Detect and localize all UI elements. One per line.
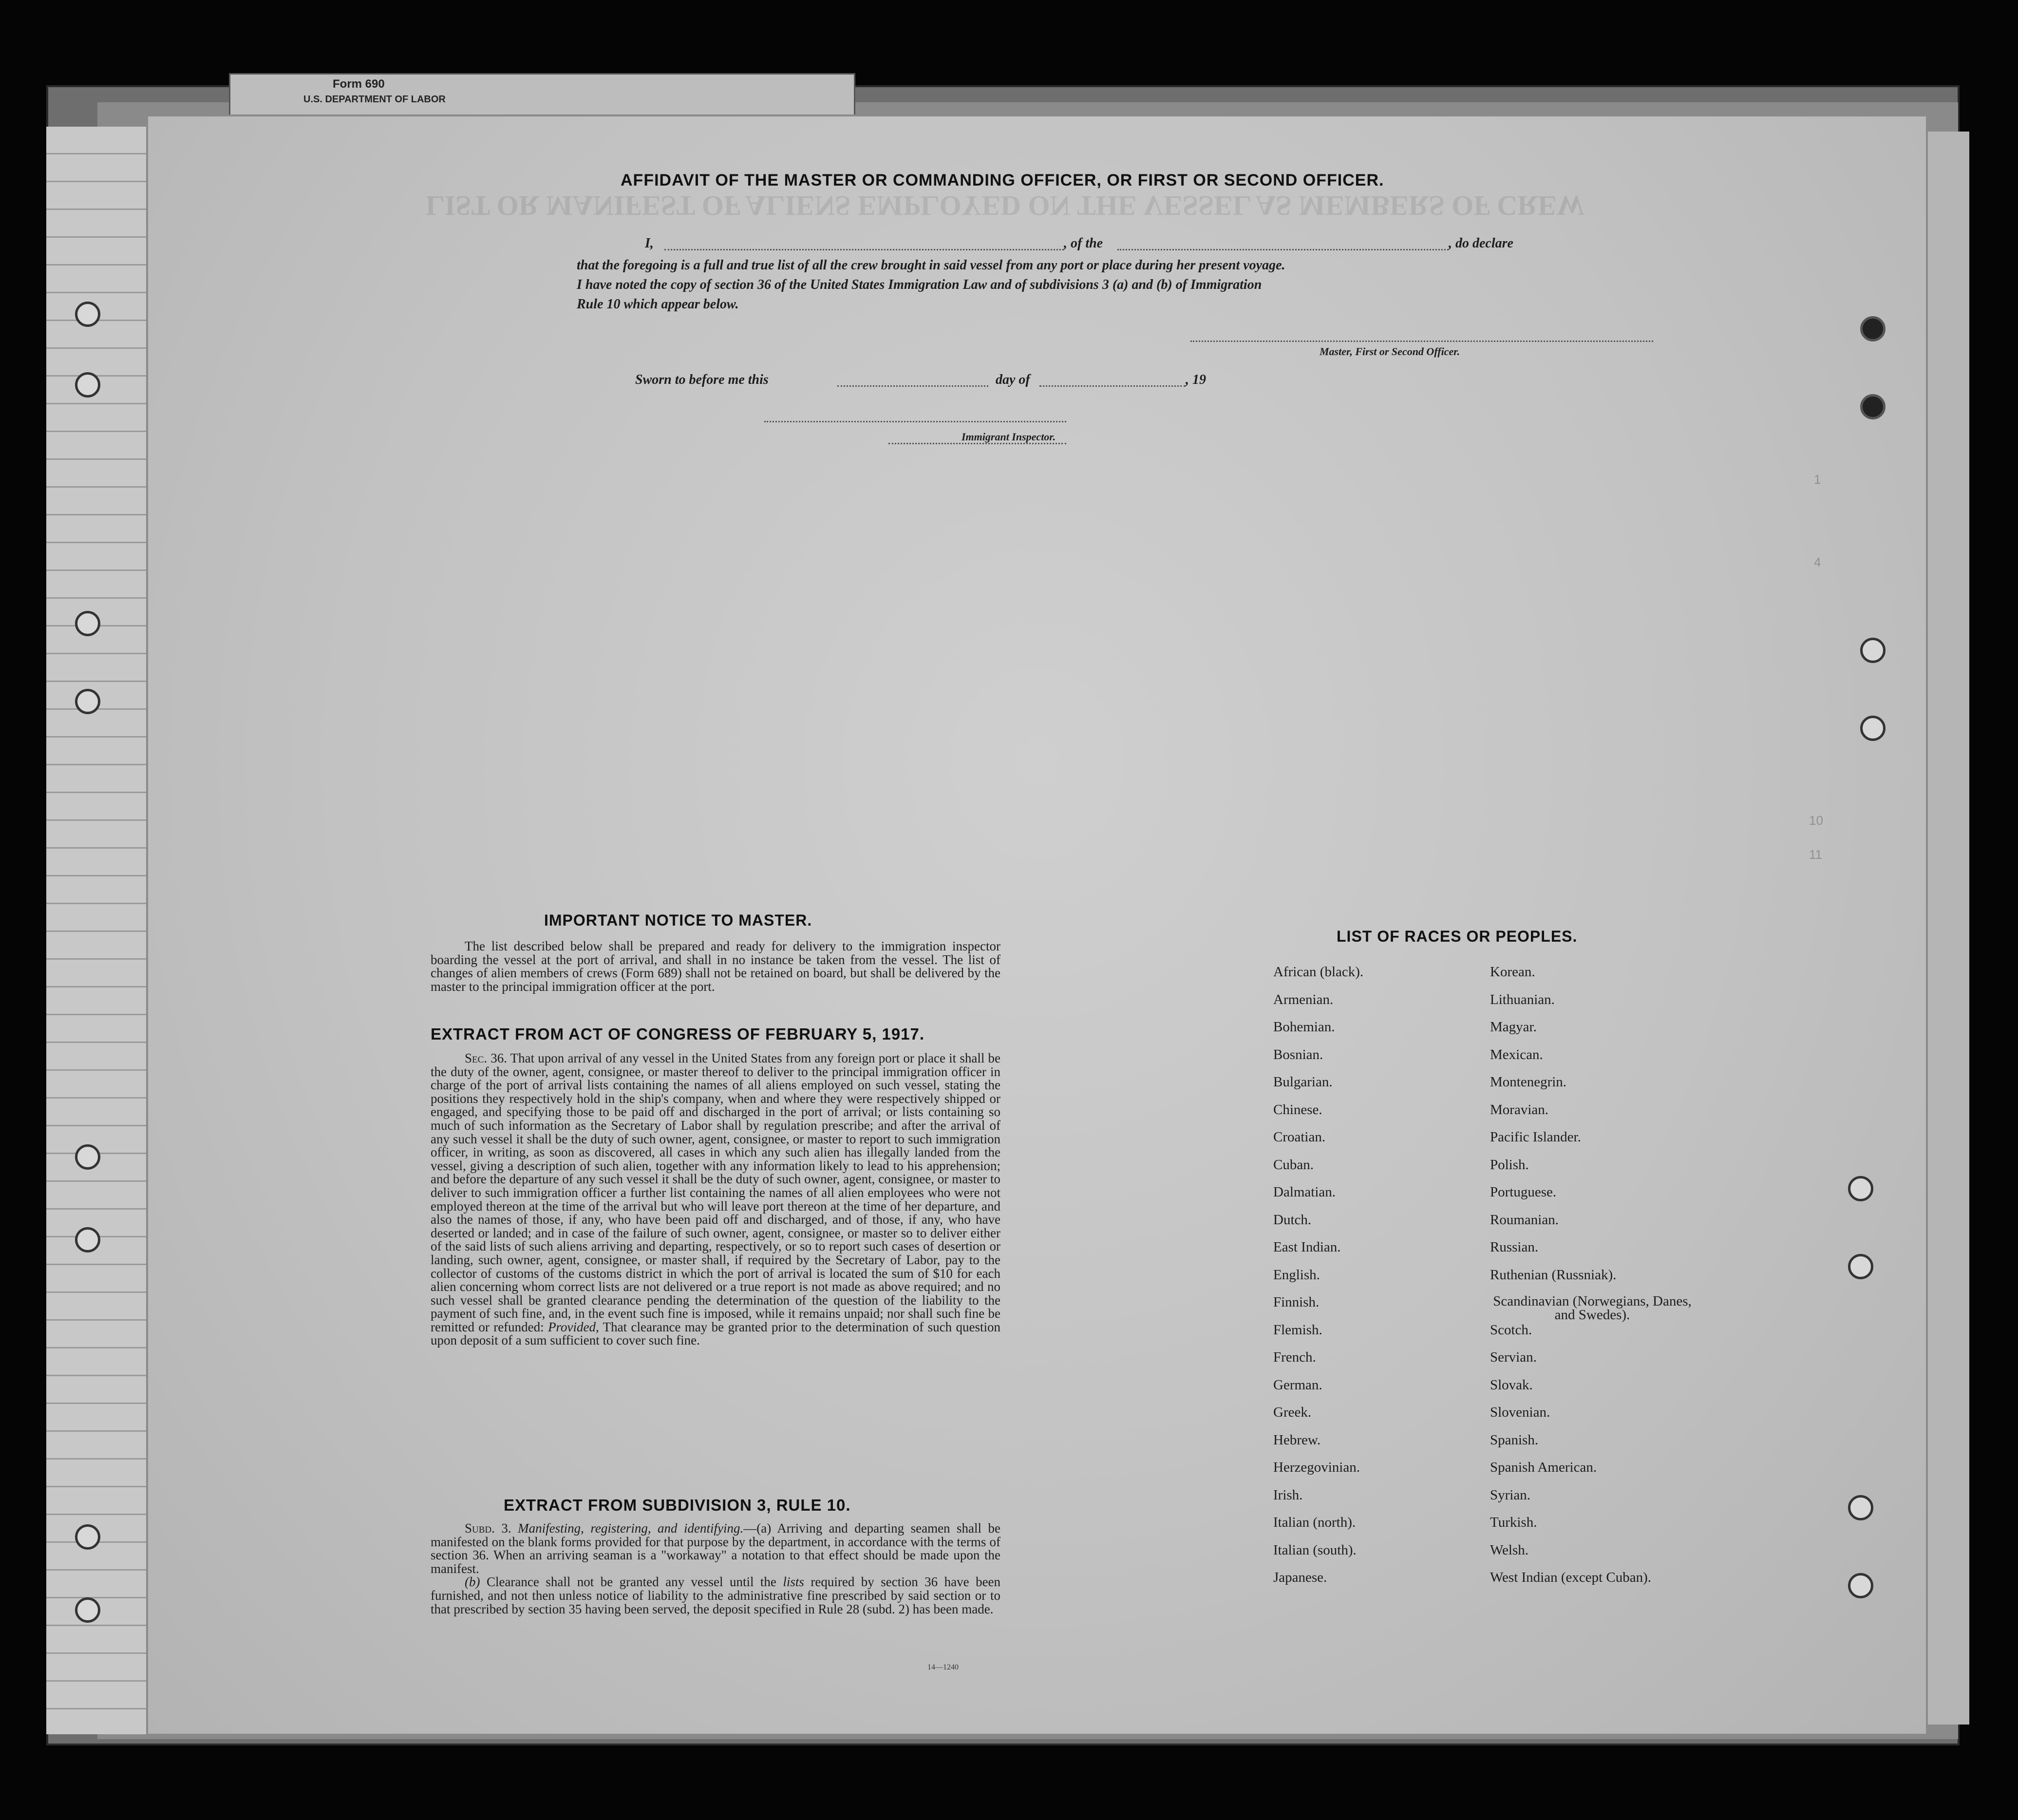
race-item: Japanese. [1273, 1570, 1327, 1585]
punch-hole [1860, 638, 1886, 663]
year-label: , 19 [1186, 372, 1206, 387]
race-item: Ruthenian (Russniak). [1490, 1267, 1617, 1283]
race-item: English. [1273, 1267, 1320, 1283]
punch-hole [1860, 394, 1886, 419]
race-item: Korean. [1490, 964, 1535, 980]
punch-hole [75, 1597, 100, 1623]
sworn-day-blank [837, 385, 988, 387]
sworn-label: Sworn to before me this [635, 372, 769, 387]
race-item: West Indian (except Cuban). [1490, 1570, 1652, 1585]
extract-act-text [431, 1052, 1000, 1347]
race-item: Servian. [1490, 1349, 1537, 1365]
race-item: Pacific Islander. [1490, 1129, 1581, 1145]
extract-rule-title: EXTRACT FROM SUBDIVISION 3, RULE 10. [504, 1496, 851, 1514]
affidavit-line-4: Rule 10 which appear below. [577, 297, 739, 312]
race-item: Hebrew. [1273, 1432, 1321, 1448]
race-item: Cuban. [1273, 1156, 1314, 1173]
affidavit-of-the: , of the [1064, 236, 1103, 251]
affidavit-line-2: that the foregoing is a full and true list of all the crew brought in said vessel from any port or place during her present voyage. [577, 258, 1285, 273]
punch-hole [75, 1227, 100, 1252]
paragraph-b-text-1: Clearance shall not be granted any vessel until the [486, 1574, 776, 1590]
paragraph-b-label: (b) [465, 1574, 480, 1590]
race-item: East Indian. [1273, 1239, 1341, 1255]
bleed-through-title: LIST OR MANIFEST OF ALIENS EMPLOYED ON THE VESSEL AS MEMBERS OF CREW [426, 190, 1585, 222]
race-item: Polish. [1490, 1156, 1529, 1173]
race-item: Slovenian. [1490, 1404, 1550, 1420]
inspector-blank [764, 421, 1066, 422]
affidavit-page: LIST OR MANIFEST OF ALIENS EMPLOYED ON THE VESSEL AS MEMBERS OF CREW AFFIDAVIT OF THE MASTER OR COMMANDING OFFICER, OR FIRST OR SECOND OFFICER. I, , of the , do declare that the foregoing is a full and true list of all the crew brought in said vessel from any port or place during her present voyage. I have noted the copy of section 36 of the United States Immigration Law and of subdivisions 3 (a) and (b) of Immigration Rule 10 which appear below. Master, First or Second Officer. Sworn to before me this day of , 19 Immigrant Inspector. IMPORTANT NOTICE TO MASTER. The list described below shall be prepared and ready for delivery to the immigration inspector boarding the vessel at the port of arrival, and shall in no instance be taken from the vessel. The list of changes of alien members of crews (Form 689) shall not be retained on board, but shall be delivered by the master to the principal immigration officer at the port. EXTRACT FROM ACT OF CONGRESS OF FEBRUARY 5, 1917. Sec. 36. That upon arrival of any vessel in the United States from any foreign port or place it shall be the duty of the owner, agent, consignee, or master thereof to deliver to the principal immigration officer in charge of the port of arrival lists containing the names of all aliens employed on such vessel, stating the positions they respectively hold in the ship's company, when and where they were respectively shipped or engaged, and specifying those to be paid off and discharged in the port of arrival; or lists containing so much of such information as the Secretary of Labor shall by regulation prescribe; and after the arrival of any such vessel it shall be the duty of such owner, agent, consignee, or master to report to such immigration officer, in writing, as soon as discovered, all cases in which any such alien has illegally landed from the vessel, giving a description of such alien, together with any information likely to lead to his apprehension; and before the departure of any such vessel it shall be the duty of such owner, agent, consignee, or master to deliver to such immigration officer a further list containing the names of all alien employees who were not employed thereon at the time of the arrival but who will leave port thereon at the time of her departure, and also the names of those, if any, who have been paid off and discharged, and of those, if any, who have deserted or landed; and in case of the failure of such owner, agent, consignee, or master so to deliver either of the said lists of such aliens arriving and departing, respectively, or so to report such cases of desertion or landing, such owner, agent, consignee, or master shall, if required by the Secretary of Labor, pay to the collector of customs of the customs district in which the port of arrival is located the sum of $10 for each alien concerning whom correct lists are not delivered or a true report is not made as above required; and no such vessel shall be granted clearance pending the determination of the question of the liability to the payment of such fine, and, in the event such fine is imposed, while it remains unpaid; nor shall such fine be remitted or refunded: Provided, That clearance may be granted prior to the determination of such question upon deposit of a sum sufficient to cover such fine. EXTRACT FROM SUBDIVISION 3, RULE 10. Subd. 3. Manifesting, registering, and identifying.—(a) Arriving and departing seamen shall be manifested on the blank forms provided for that purpose by the department, in accordance with the terms of section 36. When an arriving seaman is a "workaway" a notation to that effect should be made upon the manifest. (b) Clearance shall not be granted any vessel until the lists required by section 36 have been furnished, and not then unless notice of liability to the administrative fine prescribed by said section or to that prescribed by section 35 having been served, the deposit specified in Rule 28 (subd. 2) has been made. 14—1240 LIST OF RACES OR PEOPLES. 1 4 10 11 African (black). Armenian. Bohemian. Bosnian. Bulgarian. Chinese. Croatian. Cuban. Dalmatian. Dutch. East Indian. English. Finnish. Flemish. French. German. Greek. Hebrew. Herzegovinian. Irish. Italian (north). Italian (south). Japanese. Korean. Lithuanian. Magyar. Mexican. Montenegrin. Moravian. Pacific Islander. Polish. Portuguese. Roumanian. Russian. Ruthenian (Russniak). Scandinavian (Norwegians, Danes, and Swedes). Scotch. Servian. Slovak. Slovenian. Spanish. Spanish American. Syrian. Turkish. Welsh. West Indian (except Cuban). [146, 114, 1928, 1736]
form-number: Form 690 [333, 77, 385, 91]
affidavit-do-declare: , do declare [1449, 236, 1513, 251]
punch-hole [75, 1144, 100, 1170]
notice-paragraph: The list described below shall be prepared and ready for delivery to the immigration inspector boarding the vessel at the port of arrival, and shall in no instance be taken from the vessel. The list of changes of alien members of crews (Form 689) shall not be retained on board, but shall be delivered by the master to the principal immigration officer at the port. [431, 939, 1000, 994]
master-signature-label: Master, First or Second Officer. [1320, 345, 1460, 358]
race-item: Lithuanian. [1490, 991, 1555, 1007]
punch-hole [75, 1524, 100, 1550]
form-print-number: 14—1240 [927, 1663, 959, 1671]
race-item: Spanish American. [1490, 1460, 1597, 1475]
race-item: Slovak. [1490, 1377, 1533, 1393]
subdivision-label: Subd. 3. [465, 1521, 511, 1536]
race-item: Magyar. [1490, 1019, 1537, 1035]
sworn-month-blank [1039, 385, 1186, 387]
race-item: Greek. [1273, 1404, 1312, 1420]
punch-hole [75, 372, 100, 398]
race-item: French. [1273, 1349, 1316, 1365]
punch-hole [1860, 716, 1886, 741]
race-item: Bosnian. [1273, 1046, 1323, 1062]
punch-hole [75, 689, 100, 714]
race-item: Scandinavian (Norwegians, Danes, and Swedes). [1493, 1293, 1692, 1323]
name-blank [664, 249, 1064, 250]
punch-hole [1848, 1254, 1873, 1279]
races-title: LIST OF RACES OR PEOPLES. [1337, 928, 1578, 945]
race-item: Moravian. [1490, 1101, 1548, 1118]
race-item: Mexican. [1490, 1046, 1543, 1062]
race-item: Irish. [1273, 1487, 1303, 1503]
vessel-blank [1117, 249, 1449, 250]
race-item: Croatian. [1273, 1129, 1326, 1145]
race-item: Finnish. [1273, 1294, 1320, 1310]
provided-label: Provided, [548, 1319, 599, 1334]
notice-title: IMPORTANT NOTICE TO MASTER. [544, 911, 812, 929]
race-item: Welsh. [1490, 1542, 1529, 1558]
punch-hole [1848, 1573, 1873, 1598]
race-item: Chinese. [1273, 1101, 1322, 1118]
race-item: Montenegrin. [1490, 1074, 1567, 1090]
race-item: Roumanian. [1490, 1212, 1559, 1228]
race-item: Spanish. [1490, 1432, 1539, 1448]
race-item: African (black). [1273, 964, 1364, 980]
race-item: Flemish. [1273, 1322, 1322, 1338]
race-item: Portuguese. [1490, 1184, 1557, 1200]
master-signature-line [1190, 341, 1653, 342]
punch-hole [1860, 316, 1886, 341]
punch-hole [1848, 1495, 1873, 1520]
race-item: Syrian. [1490, 1487, 1530, 1503]
section-36-text: That upon arrival of any vessel in the United States from any foreign port or place it shall be the duty of the owner, agent, consignee, or master thereof to deliver to the principal immigration officer in charge of the port of arrival lists containing the names of all aliens employed on such vessel, stating the positions they respectively hold in the ship's company, when and where they were respectively shipped or engaged, and specifying those to be paid off and discharged in the port of arrival; or lists containing so much of such information as the Secretary of Labor shall by regulation prescribe; and after the arrival of any such vessel it shall be the duty of such owner, agent, consignee, or master to report to such immigration officer, in writing, as soon as discovered, all cases in which any such alien has illegally landed from the vessel, giving a description of such alien, together with any information likely to lead to his apprehension; and before the departure of any such vessel it shall be the duty of such owner, agent, consignee, or master to deliver to such immigration officer a further list containing the names of all alien employees who were not employed thereon at the time of the arrival but who will leave port thereon at the time of her departure, and also the names of those, if any, who have been paid off and discharged, and of those, if any, who have deserted or landed; and in case of the failure of such owner, agent, consignee, or master so to deliver either of the said lists of such aliens arriving and departing, respectively, or so to report such cases of desertion or landing, such owner, agent, consignee, or master shall, if required by the Secretary of Labor, pay to the collector of customs of the customs district in which the port of arrival is located the sum of $10 for each alien concerning whom correct lists are not delivered or a true report is not made as above required; and no such vessel shall be granted clearance pending the determination of the question of the liability to the payment of such fine, and, in the event such fine is imposed, while it remains unpaid; nor shall such fine be remitted or refunded: [431, 1051, 1000, 1334]
race-item: Bulgarian. [1273, 1074, 1333, 1090]
race-item: Italian (south). [1273, 1542, 1357, 1558]
punch-hole [75, 302, 100, 327]
affidavit-i-label: I, [645, 236, 654, 251]
race-item: Turkish. [1490, 1515, 1537, 1530]
day-of-label: day of [996, 372, 1030, 387]
extract-rule-text [431, 1522, 1000, 1616]
race-item: Scotch. [1490, 1322, 1532, 1338]
subdivision-heading: Manifesting, registering, and identifying. [518, 1521, 744, 1536]
paragraph-b-text-2: required by section 36 have been furnished, and not then unless notice of liability to the administrative fine prescribed by said section or to that prescribed by section 35 having been served, the deposit specified in Rule 28 (subd. 2) has been made. [431, 1574, 1001, 1616]
race-item: Armenian. [1273, 991, 1334, 1007]
race-item: Russian. [1490, 1239, 1539, 1255]
affidavit-line-3: I have noted the copy of section 36 of the United States Immigration Law and of subdivisions 3 (a) and (b) of Immigration [577, 277, 1262, 292]
department-label: U.S. DEPARTMENT OF LABOR [303, 94, 446, 105]
race-item: Dutch. [1273, 1212, 1312, 1228]
punch-hole [1848, 1176, 1873, 1201]
race-item: Dalmatian. [1273, 1184, 1336, 1200]
section-36-text-end: That clearance may be granted prior to the determination of such question upon deposit of a sum sufficient to cover such fine. [431, 1319, 1001, 1348]
paragraph-b-lists: lists [783, 1574, 804, 1590]
race-item: German. [1273, 1377, 1322, 1393]
section-label: Sec. 36. [465, 1051, 507, 1065]
race-item: Bohemian. [1273, 1019, 1335, 1035]
inspector-signature-label: Immigrant Inspector. [962, 431, 1056, 443]
extract-act-title: EXTRACT FROM ACT OF CONGRESS OF FEBRUARY 5, 1917. [431, 1025, 925, 1043]
notice-text [431, 940, 1000, 993]
paragraph-a: —(a) Arriving and departing seamen shall be manifested on the blank forms provided for that purpose by the department, in accordance with the terms of section 36. When an arriving seaman is a "workaway" a notation to that effect should be made upon the manifest. [431, 1521, 1000, 1576]
race-item: Herzegovinian. [1273, 1460, 1360, 1475]
punch-hole [75, 611, 100, 636]
race-item: Italian (north). [1273, 1515, 1356, 1530]
affidavit-title: AFFIDAVIT OF THE MASTER OR COMMANDING OFFICER, OR FIRST OR SECOND OFFICER. [621, 171, 1384, 190]
